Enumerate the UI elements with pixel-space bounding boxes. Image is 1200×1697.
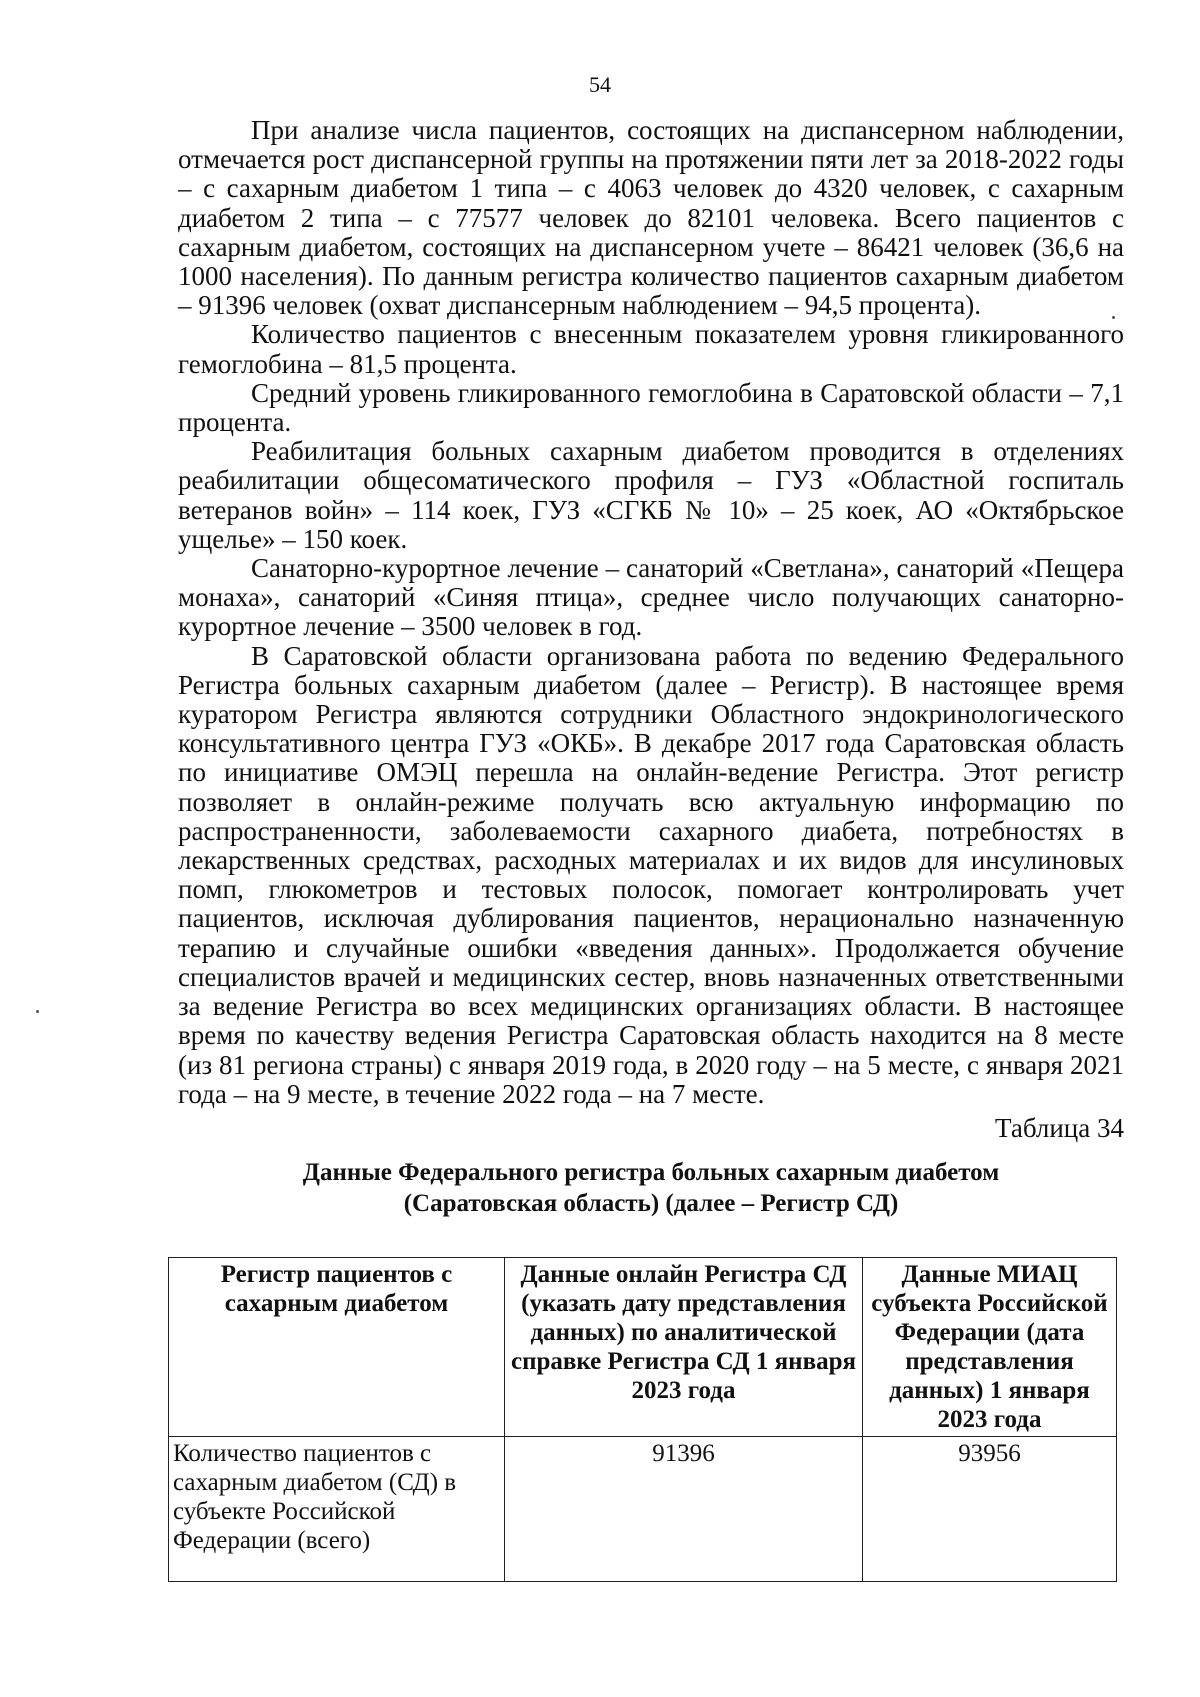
registry-table [168,1257,1117,1582]
paragraph-dispensary: При анализе числа пациентов, состоящих на диспансерном наблюдении, отмечается рост диспансерной группы на протяжении пяти лет за 2018-2022 годы – с сахарным диабетом 1 типа – с 4063 человек до 4320 человек, с сахарным диабетом 2 типа – с 77577 человек до 82101 человека. Всего пациентов с сахарным диабетом, состоящих на диспансерном учете – 86421 человек (36,6 на 1000 населения). По данным регистра количество пациентов сахарным диабетом – 91396 человек (охват диспансерным наблюдением – 94,5 процента). [178,115,1124,321]
scan-speck [36,1010,39,1013]
row-online-value: 91396 [505,1437,863,1582]
row-miac-value: 93956 [863,1437,1117,1582]
header-online-registry: Данные онлайн Регистра СД (указать дату представления данных) по аналитической справке Регистра СД 1 января 2023 года [505,1258,863,1437]
table-header-row [169,1258,1117,1437]
paragraph-hemoglobin-share: Количество пациентов с внесенным показателем уровня гликированного гемоглобина – 81,5 процента. [178,319,1124,379]
header-miac-data: Данные МИАЦ субъекта Российской Федерации (дата представления данных) 1 января 2023 года [863,1258,1117,1437]
paragraph-registry: В Саратовской области организована работа по ведению Федерального Регистра больных сахарным диабетом (далее – Регистр). В настоящее время куратором Регистра являются сотрудники Областного эндокринологического консультативного центра ГУЗ «ОКБ». В декабре 2017 года Саратовская область по инициативе ОМЭЦ перешла на онлайн-ведение Регистра. Этот регистр позволяет в онлайн-режиме получать всю актуальную информацию по распространенности, заболеваемости сахарного диабета, потребностях в лекарственных средствах, расходных материалах и их видов для инсулиновых помп, глюкометров и тестовых полосок, помогает контролировать учет пациентов, исключая дублирования пациентов, нерационально назначенную терапию и случайные ошибки «введения данных». Продолжается обучение специалистов врачей и медицинских сестер, вновь назначенных ответственными за ведение Регистра во всех медицинских организациях области. В настоящее время по качеству ведения Регистра Саратовская область находится на 8 месте (из 81 региона страны) с января 2019 года, в 2020 году – на 5 месте, с января 2021 года – на 9 месте, в течение 2022 года – на 7 месте. [178,640,1124,1109]
page-number: 54 [589,72,611,97]
table-caption: Таблица 34 [995,1112,1124,1143]
scan-speck [1112,316,1115,319]
table-title-line-1: Данные Федерального регистра больных сахарным диабетом [302,1159,1000,1187]
paragraph-rehabilitation: Реабилитация больных сахарным диабетом проводится в отделениях реабилитации общесоматического профиля – ГУЗ «Областной госпиталь ветеранов войн» – 114 коек, ГУЗ «СГКБ № 10» – 25 коек, АО «Октябрьское ущелье» – 150 коек. [178,436,1124,554]
table-row [169,1437,1117,1582]
table-title [178,1157,1124,1219]
body-text [178,116,1124,1219]
paragraph-hemoglobin-level: Средний уровень гликированного гемоглобина в Саратовской области – 7,1 процента. [178,377,1124,438]
header-registry-patients: Регистр пациентов с сахарным диабетом [169,1258,505,1437]
row-label: Количество пациентов с сахарным диабетом (СД) в субъекте Российской Федерации (всего) [169,1437,505,1582]
paragraph-sanatorium: Санаторно-курортное лечение – санаторий «Светлана», санаторий «Пещера монаха», санаторий «Синяя птица», среднее число получающих санаторно-курортное лечение – 3500 человек в год. [178,553,1124,642]
table-title-line-2: (Саратовская область) (далее – Регистр СД) [403,1190,899,1218]
